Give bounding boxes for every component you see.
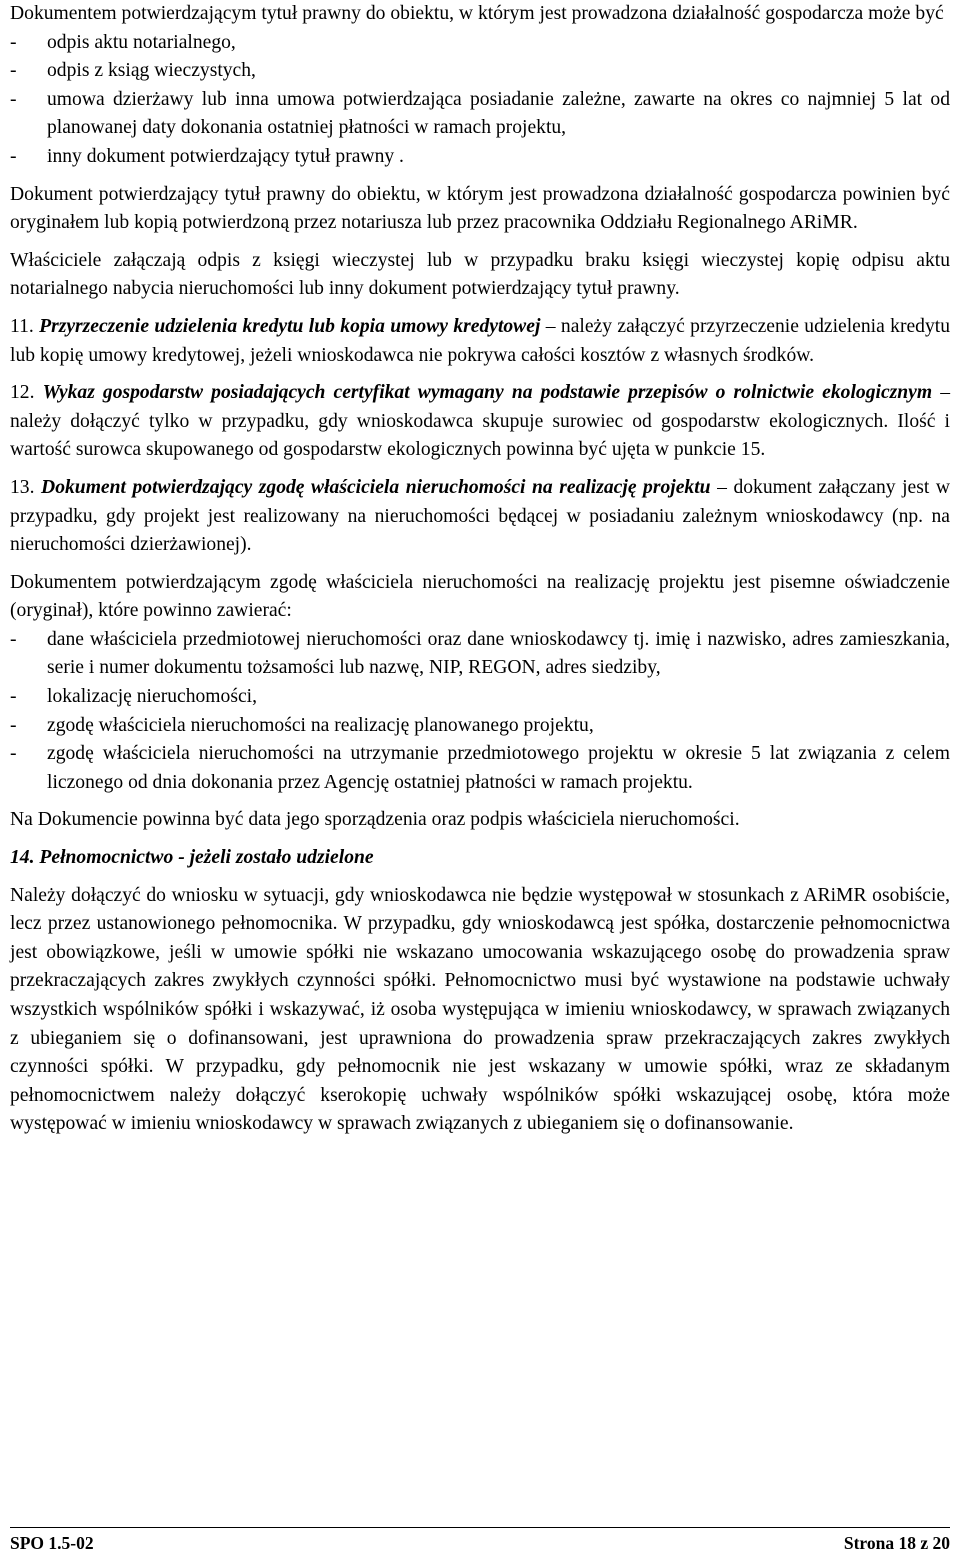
- consent-list: [10, 626, 950, 798]
- section-title: Pełnomocnictwo - jeżeli zostało udzielone: [39, 847, 374, 869]
- footer-divider: [10, 1527, 950, 1528]
- section-title: Wykaz gospodarstw posiadających certyfikat wymagany na podstawie przepisów o rolnictwie ekologicznym: [42, 382, 933, 404]
- list-dash: -: [10, 60, 17, 82]
- section-number: 14.: [10, 847, 35, 869]
- list-dash: -: [10, 31, 17, 53]
- list-dash: -: [10, 743, 17, 765]
- section-11: [10, 313, 950, 370]
- intro-paragraph: Dokumentem potwierdzającym tytuł prawny do obiektu, w którym jest prowadzona działalność gospodarcza może być: [10, 3, 944, 24]
- section-13: [10, 474, 950, 560]
- section-number: 12.: [10, 382, 35, 404]
- list-item: - zgodę właściciela nieruchomości na realizację planowanego projektu,: [10, 712, 950, 741]
- section-number: 13.: [10, 476, 35, 498]
- list-dash: -: [10, 628, 17, 650]
- section-number: 11.: [10, 315, 34, 337]
- list-item: - zgodę właściciela nieruchomości na utrzymanie przedmiotowego projektu w okresie 5 lat związania z celem liczonego od dnia dokonania przez Agencję ostatniej płatności w ramach projektu.: [10, 740, 950, 797]
- section-12: [10, 379, 950, 465]
- list-item: - umowa dzierżawy lub inna umowa potwierdzająca posiadanie zależne, zawarte na okres co najmniej 5 lat od planowanej daty dokonania ostatniej płatności w ramach projektu,: [10, 86, 950, 143]
- list-dash: -: [10, 714, 17, 736]
- original-copy-paragraph: Dokument potwierdzający tytuł prawny do obiektu, w którym jest prowadzona działalność gospodarcza powinien być oryginałem lub kopią potwierdzoną przez notariusza lub przez pracownika Oddziału Regionalnego ARiMR.: [10, 183, 950, 234]
- list-item: - lokalizację nieruchomości,: [10, 683, 950, 712]
- list-item: - odpis z ksiąg wieczystych,: [10, 57, 950, 86]
- intro-list: [10, 29, 950, 172]
- section-text: – dokument załączany jest w przypadku, gdy projekt jest realizowany na nieruchomości będącej w posiadaniu zależnym wnioskodawcy (np. na nieruchomości dzierżawionej).: [10, 476, 951, 556]
- list-dash: -: [10, 88, 17, 110]
- page-number: Strona 18 z 20: [843, 1533, 950, 1553]
- list-dash: -: [10, 686, 17, 708]
- section-text: – należy dołączyć tylko w przypadku, gdy wnioskodawca skupuje surowiec od gospodarstw ekologicznych. Ilość i wartość surowca skupowanego od gospodarstw ekologicznych powinna być ujęta w punkcie 15.: [10, 382, 950, 461]
- section-title: Przyrzeczenie udzielenia kredytu lub kopia umowy kredytowej: [39, 315, 541, 337]
- list-dash: -: [10, 145, 17, 167]
- section-text: – należy załączyć przyrzeczenie udzielenia kredytu lub kopię umowy kredytowej, jeżeli wnioskodawca nie pokrywa całości kosztów z własnych środków.: [10, 315, 951, 366]
- document-code: SPO 1.5-02: [10, 1533, 94, 1553]
- document-page: [10, 0, 950, 1139]
- section-14-heading: [10, 844, 950, 873]
- list-item: - odpis aktu notarialnego,: [10, 29, 950, 58]
- section-14-text: Należy dołączyć do wniosku w sytuacji, gdy wnioskodawca nie będzie występował w stosunkach z ARiMR osobiście, lecz przez ustanowionego pełnomocnika. W przypadku, gdy wnioskodawcą jest spółka, dostarczenie pełnomocnictwa jest obowiązkowe, jeśli w umowie spółki nie wskazano umocowania wskazującego osobę do prowadzenia spraw przekraczających zakres zwykłych czynności spółki. Pełnomocnictwo musi być wystawione na podstawie uchwały wszystkich wspólników spółki i wskazywać, iż osoba występująca w imieniu wnioskodawcy, w sprawach związanych z ubieganiem się o dofinansowani, jest uprawniona do prowadzenia spraw przekraczających zakres zwykłych czynności spółki. W przypadku, gdy pełnomocnik nie jest wskazany w umowie spółki, wraz ze składanym pełnomocnictwem należy dołączyć kserokopię uchwały wspólników spółki wskazującej osobę, która może występować w imieniu wnioskodawcy w sprawach związanych z ubieganiem się o dofinansowanie.: [10, 884, 950, 1135]
- date-signature-paragraph: Na Dokumencie powinna być data jego sporządzenia oraz podpis właściciela nieruchomości.: [10, 809, 740, 831]
- list-item: - dane właściciela przedmiotowej nieruchomości oraz dane wnioskodawcy tj. imię i nazwisko, adres zamieszkania, serie i numer dokumentu tożsamości lub nazwę, NIP, REGON, adres siedziby,: [10, 626, 950, 683]
- section-title: Dokument potwierdzający zgodę właściciela nieruchomości na realizację projektu: [41, 476, 711, 498]
- consent-statement-paragraph: Dokumentem potwierdzającym zgodę właściciela nieruchomości na realizację projektu jest pisemne oświadczenie (oryginał), które powinno zawierać:: [10, 571, 950, 622]
- owners-paragraph: Właściciele załączają odpis z księgi wieczystej lub w przypadku braku księgi wieczystej kopię odpisu aktu notarialnego nabycia nieruchomości lub inny dokument potwierdzający tytuł prawny.: [10, 249, 950, 300]
- list-item: - inny dokument potwierdzający tytuł prawny .: [10, 143, 950, 172]
